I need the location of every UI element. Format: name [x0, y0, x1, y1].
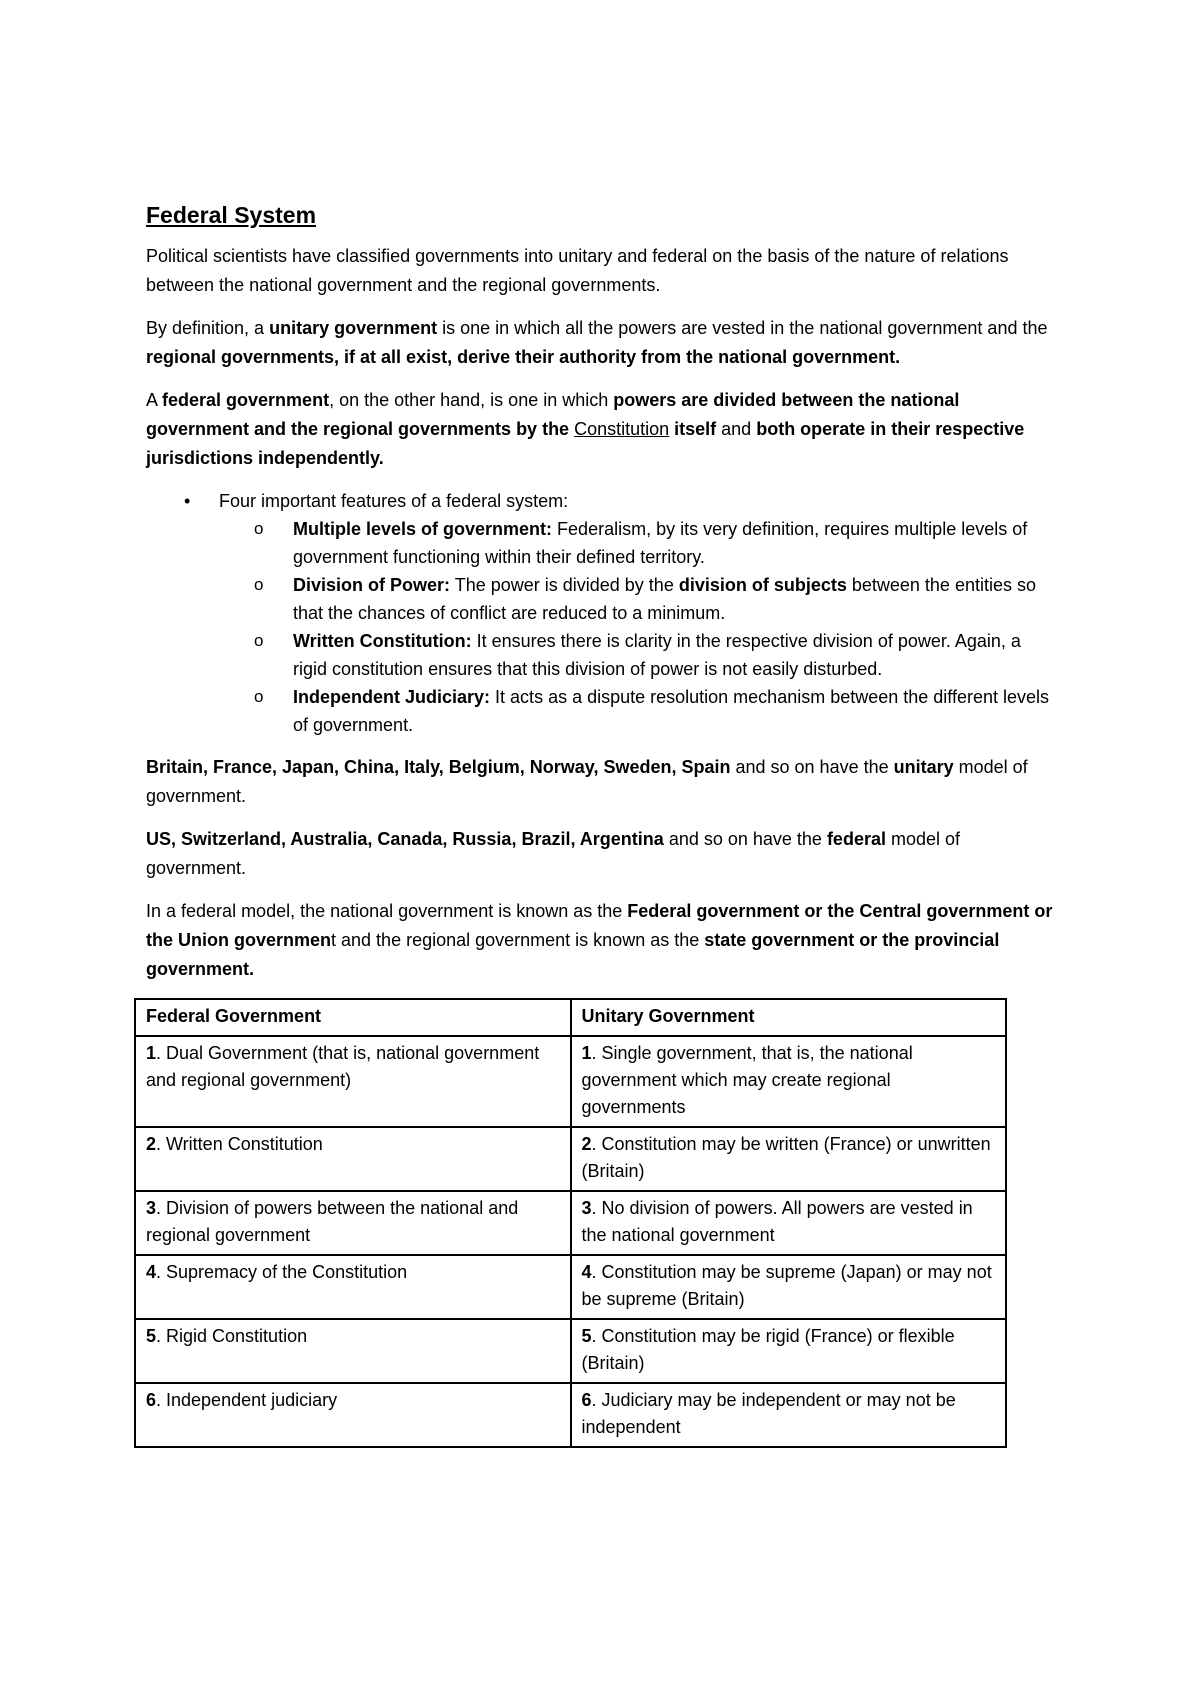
- intro-paragraph: Political scientists have classified governments into unitary and federal on the basis of the nature of relations between the national government and the regional governments.: [146, 246, 1009, 295]
- table-cell: 1. Single government, that is, the national government which may create regional governments: [571, 1036, 1007, 1127]
- list-item: o Division of Power: The power is divided by the division of subjects between the entities so that the chances of conflict are reduced to a minimum.: [146, 571, 1056, 627]
- unitary-definition-paragraph: By definition, a unitary government is one in which all the powers are vested in the national government and the regional governments, if at all exist, derive their authority from the national government.: [146, 318, 1048, 367]
- table-cell: 6. Judiciary may be independent or may not be independent: [571, 1383, 1007, 1447]
- constitution-link-text: Constitution: [574, 419, 670, 439]
- features-bullet: • Four important features of a federal system:: [146, 487, 1056, 515]
- page-title: Federal System: [146, 202, 317, 228]
- features-sublist: [146, 515, 1056, 739]
- header-unitary: Unitary Government: [571, 999, 1007, 1036]
- table-row: [135, 1191, 1006, 1255]
- sub-bullet-icon: o: [254, 631, 264, 650]
- header-federal: Federal Government: [135, 999, 571, 1036]
- table-cell: 4. Constitution may be supreme (Japan) or may not be supreme (Britain): [571, 1255, 1007, 1319]
- comparison-table: [134, 998, 1007, 1448]
- federal-countries-paragraph: US, Switzerland, Australia, Canada, Russia, Brazil, Argentina and so on have the federal model of government.: [146, 829, 961, 878]
- table-cell: 5. Constitution may be rigid (France) or flexible (Britain): [571, 1319, 1007, 1383]
- list-item: o Multiple levels of government: Federalism, by its very definition, requires multiple levels of government functioning within their defined territory.: [146, 515, 1056, 571]
- table-row: [135, 1383, 1006, 1447]
- table-cell: 3. No division of powers. All powers are vested in the national government: [571, 1191, 1007, 1255]
- table-cell: 3. Division of powers between the national and regional government: [135, 1191, 571, 1255]
- table-header-row: [135, 999, 1006, 1036]
- table-cell: 1. Dual Government (that is, national government and regional government): [135, 1036, 571, 1127]
- list-item: o Independent Judiciary: It acts as a dispute resolution mechanism between the different levels of government.: [146, 683, 1056, 739]
- federal-definition-paragraph: A federal government, on the other hand, is one in which powers are divided between the national government and the regional governments by the Constitution itself and both operate in their respective jurisdictions independently.: [146, 390, 1025, 468]
- unitary-countries-paragraph: Britain, France, Japan, China, Italy, Belgium, Norway, Sweden, Spain and so on have the unitary model of government.: [146, 757, 1028, 806]
- document-page: [146, 200, 1056, 1448]
- table-cell: 2. Written Constitution: [135, 1127, 571, 1191]
- sub-bullet-icon: o: [254, 519, 264, 538]
- table-row: [135, 1127, 1006, 1191]
- features-list: [146, 487, 1056, 739]
- list-item: o Written Constitution: It ensures there is clarity in the respective division of power. Again, a rigid constitution ensures that this division of power is not easily disturbed.: [146, 627, 1056, 683]
- terminology-paragraph: In a federal model, the national government is known as the Federal government or the Central government or the Union government and the regional government is known as the state government or the provincial government.: [146, 901, 1053, 979]
- bullet-icon: •: [184, 491, 191, 511]
- table-row: [135, 1255, 1006, 1319]
- table-cell: 6. Independent judiciary: [135, 1383, 571, 1447]
- table-cell: 4. Supremacy of the Constitution: [135, 1255, 571, 1319]
- table-cell: 2. Constitution may be written (France) or unwritten (Britain): [571, 1127, 1007, 1191]
- sub-bullet-icon: o: [254, 687, 264, 706]
- table-row: [135, 1036, 1006, 1127]
- table-cell: 5. Rigid Constitution: [135, 1319, 571, 1383]
- sub-bullet-icon: o: [254, 575, 264, 594]
- table-row: [135, 1319, 1006, 1383]
